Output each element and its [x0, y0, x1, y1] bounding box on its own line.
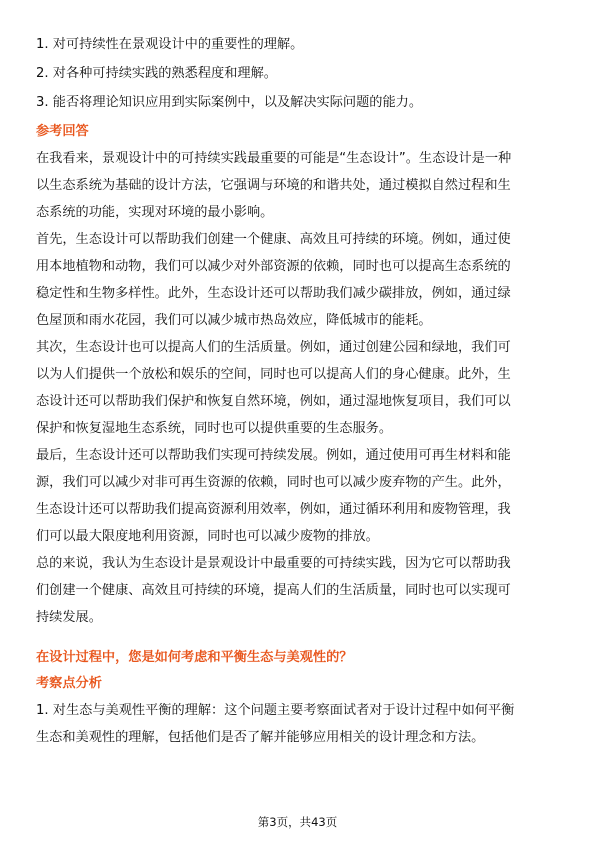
paragraph-line: 生态设计还可以帮助我们提高资源利用效率，例如，通过循环利用和废物管理，我 [36, 502, 511, 517]
answer-paragraph-3 [36, 334, 558, 442]
paragraph-line: 以为人们提供一个放松和娱乐的空间，同时也可以提高人们的身心健康。此外，生 [36, 367, 511, 382]
paragraph-line: 最后，生态设计还可以帮助我们实现可持续发展。例如，通过使用可再生材料和能 [36, 448, 511, 463]
paragraph-line: 保护和恢复湿地生态系统，同时也可以提供重要的生态服务。 [36, 421, 393, 436]
paragraph-line: 们创建一个健康、高效且可持续的环境，提高人们的生活质量，同时也可以实现可 [36, 583, 511, 598]
answer-paragraph-1 [36, 145, 558, 226]
paragraph-line: 以生态系统为基础的设计方法，它强调与环境的和谐共处，通过模拟自然过程和生 [36, 178, 511, 193]
answer-paragraph-4 [36, 442, 558, 550]
paragraph-line: 其次，生态设计也可以提高人们的生活质量。例如，通过创建公园和绿地，我们可 [36, 340, 511, 355]
paragraph-line: 总的来说，我认为生态设计是景观设计中最重要的可持续实践，因为它可以帮助我 [36, 556, 511, 571]
analysis-paragraph [36, 697, 558, 751]
paragraph-line: 态设计还可以帮助我们保护和恢复自然环境，例如，通过湿地恢复项目，我们可以 [36, 394, 511, 409]
answer-paragraph-5 [36, 550, 558, 631]
paragraph-line: 首先，生态设计可以帮助我们创建一个健康、高效且可持续的环境。例如，通过使 [36, 232, 511, 247]
paragraph-line: 生态和美观性的理解，包括他们是否了解并能够应用相关的设计理念和方法。 [36, 730, 485, 745]
analysis-heading: 考察点分析 [36, 676, 102, 691]
paragraph-line: 们可以最大限度地利用资源，同时也可以减少废物的排放。 [36, 529, 379, 544]
list-item: 1. 对可持续性在景观设计中的重要性的理解。 [36, 37, 304, 52]
answer-paragraph-2 [36, 226, 558, 334]
page-content [36, 30, 558, 751]
list-item: 3. 能否将理论知识应用到实际案例中，以及解决实际问题的能力。 [36, 95, 423, 110]
paragraph-line: 用本地植物和动物，我们可以减少对外部资源的依赖，同时也可以提高生态系统的 [36, 259, 511, 274]
paragraph-line: 态系统的功能，实现对环境的最小影响。 [36, 205, 274, 220]
list-item: 2. 对各种可持续实践的熟悉程度和理解。 [36, 66, 277, 81]
question-heading: 在设计过程中，您是如何考虑和平衡生态与美观性的？ [36, 650, 353, 665]
paragraph-line: 稳定性和生物多样性。此外，生态设计还可以帮助我们减少碳排放，例如，通过绿 [36, 286, 511, 301]
page-footer: 第3页，共43页 [257, 815, 338, 829]
paragraph-line: 在我看来，景观设计中的可持续实践最重要的可能是“生态设计”。生态设计是一种 [36, 151, 512, 166]
answer-heading: 参考回答 [36, 124, 89, 139]
evaluation-points-list [36, 30, 558, 117]
paragraph-line: 持续发展。 [36, 610, 102, 625]
paragraph-line: 色屋顶和雨水花园，我们可以减少城市热岛效应，降低城市的能耗。 [36, 313, 432, 328]
paragraph-line: 1. 对生态与美观性平衡的理解：这个问题主要考察面试者对于设计过程中如何平衡 [36, 703, 515, 718]
paragraph-line: 源，我们可以减少对非可再生资源的依赖，同时也可以减少废弃物的产生。此外， [36, 475, 511, 490]
